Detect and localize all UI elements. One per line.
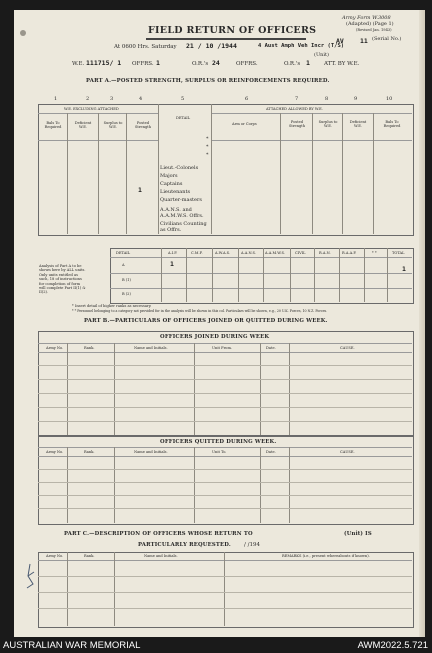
header-posted-strength: Posted Strength <box>134 121 152 129</box>
quitted-title: OFFICERS QUITTED DURING WEEK. <box>160 439 277 445</box>
rank-lieutenants: Lieutenants <box>160 189 191 195</box>
col-num-7: 7 <box>295 96 299 102</box>
footer-institution: AUSTRALIAN WAR MEMORIAL <box>3 640 141 651</box>
quitted-col-army-no: Army No. <box>46 450 64 454</box>
punch-hole <box>20 30 26 36</box>
header-deficient: Deficient W.E. <box>74 121 92 129</box>
analysis-detail-header: DETAIL <box>116 251 131 255</box>
analysis-note: Analysis of Part A to be shown here by ALL units. Only units entitled as such, 18 of instructions for completion of form will complete Part II(1) & II(2). <box>39 264 86 295</box>
part-c-title: PART C.—DESCRIPTION OF OFFICERS WHOSE RETURN TO <box>64 531 253 537</box>
analysis-row-b1: B (1) <box>122 278 131 282</box>
header-deficient-2: Deficient W.E. <box>349 120 367 128</box>
footer-accession-number: AWM2022.5.721 <box>357 640 428 651</box>
archive-footer <box>0 638 432 653</box>
joined-col-army-no: Army No. <box>46 346 64 350</box>
rank-aans-aamws: A.A.N.S. and A.A.M.W.S. Offrs. <box>160 207 204 219</box>
revised-note: (Revised Jan. 1943) <box>356 28 392 32</box>
header-detail: DETAIL <box>176 116 191 120</box>
ors2-label: O.R.'s <box>284 61 301 67</box>
analysis-col-aif: A.I.F. <box>168 251 178 255</box>
part-c-col-rank: Rank. <box>84 554 95 558</box>
joined-col-rank: Rank. <box>84 346 95 350</box>
at-label: At 0600 Hrs. Saturday <box>114 44 177 50</box>
col-num-5: 5 <box>181 96 185 102</box>
rank-civilians: Civilians Counting as Offrs. <box>160 221 207 233</box>
unit-label: (Unit) <box>314 52 329 58</box>
analysis-row-b2: B (2) <box>122 292 131 296</box>
we-typed: 111715/ 1 <box>86 59 122 67</box>
col-num-1: 1 <box>54 96 58 102</box>
serial-typed: 11 <box>360 37 368 45</box>
analysis-col-civil: CIVIL <box>295 251 306 255</box>
rank-lieut-colonels: Lieut.-Colonels <box>160 165 199 171</box>
col-num-8: 8 <box>325 96 329 102</box>
col-num-4: 4 <box>139 96 143 102</box>
ors-label: O.R.'s <box>192 61 209 67</box>
header-bals-required-2: Bals To Required <box>383 120 401 128</box>
analysis-col-aans: A.A.N.S. <box>241 251 257 255</box>
offrs-label: OFFRS. <box>132 61 154 67</box>
col-num-9: 9 <box>354 96 358 102</box>
part-c-subtitle: PARTICULARLY REQUESTED. <box>138 542 231 548</box>
analysis-col-aamws: A.A.M.W.S. <box>265 251 285 255</box>
col-num-2: 2 <box>86 96 90 102</box>
analysis-row-a: A <box>122 263 125 267</box>
quitted-col-date: Date. <box>266 450 276 454</box>
header-surplus: Surplus to W.E. <box>103 121 123 129</box>
document-page <box>14 10 419 637</box>
joined-col-date: Date. <box>266 346 276 350</box>
quitted-col-cause: CAUSE. <box>340 450 355 454</box>
we-label: W.E. <box>72 61 85 67</box>
quitted-col-unit-to: Unit To. <box>212 450 227 454</box>
col-num-6: 6 <box>245 96 249 102</box>
asterisk-marker: * <box>206 136 209 142</box>
joined-col-cause: CAUSE. <box>340 346 355 350</box>
header-arm-corps: Arm or Corps <box>232 122 257 126</box>
quitted-col-name: Name and Initials. <box>134 450 168 454</box>
joined-title: OFFICERS JOINED DURING WEEK <box>160 334 270 340</box>
header-bals-required: Bals To Required <box>44 121 62 129</box>
offrs2-label: OFFRS. <box>236 61 258 67</box>
part-c-col-army-no: Army No. <box>46 554 64 558</box>
analysis-total-typed: 1 <box>402 265 406 273</box>
header-posted-strength-2: Posted Strength <box>288 120 306 128</box>
analysis-footnote-1: * Insert detail of higher ranks as necessary. <box>72 304 152 308</box>
rank-majors: Majors <box>160 173 178 179</box>
joined-col-name: Name and Initials. <box>134 346 168 350</box>
part-b-title: PART B.—PARTICULARS OF OFFICERS JOINED OR QUITTED DURING WEEK. <box>84 318 328 324</box>
joined-col-unit-from: Unit From. <box>212 346 233 350</box>
part-c-table <box>38 552 414 628</box>
date-typed: 21 / 10 /1944 <box>186 42 237 50</box>
quitted-table <box>38 435 414 525</box>
rank-captains: Captains <box>160 181 183 187</box>
serial-label: (Serial No.) <box>372 36 402 42</box>
col-num-3: 3 <box>110 96 114 102</box>
part-a-title: PART A.—POSTED STRENGTH, SURPLUS OR REINFORCEMENTS REQUIRED. <box>86 78 330 84</box>
ors2-typed: 1 <box>306 59 310 67</box>
quitted-col-rank: Rank. <box>84 450 95 454</box>
part-c-col-remarks: REMARKS (i.e., present whereabouts if known). <box>282 554 370 558</box>
form-title: FIELD RETURN OF OFFICERS <box>148 25 317 36</box>
unit-typed: 4 Aust Amph Veh Incr (T/S) <box>258 43 345 49</box>
we-excluding-attached-header: W.E. EXCLUDING ATTACHED <box>64 107 119 111</box>
analysis-col-raaf: R.A.A.F. <box>342 251 357 255</box>
posted-strength-typed: 1 <box>138 186 142 194</box>
rank-quarter-masters: Quarter-masters <box>160 197 202 203</box>
analysis-aif-typed: 1 <box>170 260 174 268</box>
analysis-col-total: TOTAL <box>392 251 405 255</box>
header-surplus-2: Surplus to W.E. <box>318 120 338 128</box>
part-c-col-name: Name and Initials. <box>144 554 178 558</box>
asterisk-marker: * <box>206 144 209 150</box>
part-c-date: / /194 <box>244 542 260 548</box>
offrs-typed: 1 <box>156 59 160 67</box>
analysis-footnote-2: * * Personnel belonging to a category not provided for in the analysis will be shown in this col. Particulars will be shown, e.g., 20 U.K. Forces, 10 N.Z. Forces. <box>72 309 328 313</box>
col-num-10: 10 <box>386 96 393 102</box>
asterisk-marker: * <box>206 152 209 158</box>
att-label: ATT. BY W.E. <box>324 61 360 67</box>
ors-typed: 24 <box>212 59 220 67</box>
attached-allowed-header: ATTACHED ALLOWED BY W.E. <box>266 107 323 111</box>
army-form-number: Army Form W.3008 <box>342 15 391 21</box>
title-underline <box>146 38 306 40</box>
av-typed: AV <box>336 37 344 45</box>
analysis-col-cmf: C.M.F. <box>191 251 203 255</box>
analysis-col-other: * * <box>372 251 377 255</box>
analysis-col-ran: R.A.N. <box>319 251 331 255</box>
analysis-col-awas: A.W.A.S. <box>215 251 231 255</box>
part-c-unit-label: (Unit) IS <box>344 531 372 537</box>
adapted-note: (Adapted) (Page 1) <box>346 21 394 27</box>
pencil-mark-icon <box>24 562 36 590</box>
